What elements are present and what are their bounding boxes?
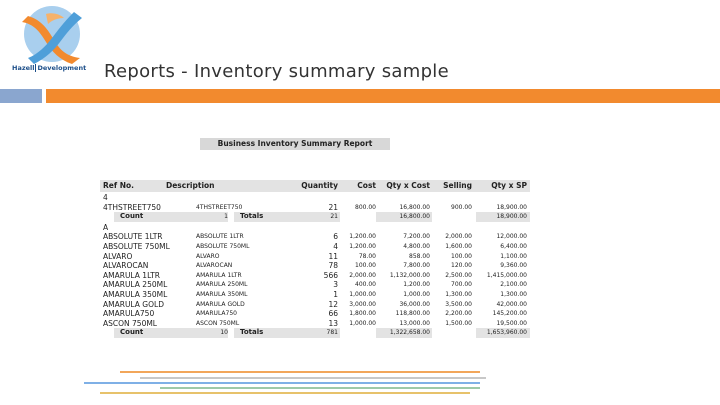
count-value: 10	[220, 329, 228, 337]
cell-qty-x-cost: 118,800.00	[395, 310, 430, 318]
cell-ref: ABSOLUTE 1LTR	[103, 232, 163, 242]
cell-qty-x-sp: 12,000.00	[496, 233, 527, 241]
cell-qty-x-sp: 42,000.00	[496, 300, 527, 308]
cell-description: AMARULA 350ML	[196, 291, 248, 298]
col-header-quantity: Quantity	[301, 181, 338, 190]
cell-cost: 1,200.00	[349, 243, 376, 250]
cell-quantity: 566	[323, 270, 338, 280]
cell-cost: 3,000.00	[349, 300, 376, 308]
total-quantity: 781	[326, 329, 338, 337]
cell-ref: ASCON 750ML	[103, 318, 157, 328]
cell-ref: AMARULA GOLD	[103, 299, 164, 309]
cell-qty-x-sp: 1,415,000.00	[486, 271, 527, 279]
cell-ref: ALVARO	[103, 251, 133, 261]
count-value: 1	[224, 213, 228, 221]
cell-quantity: 1	[333, 290, 338, 299]
logo-caption-left: Hazell	[12, 64, 35, 72]
accent-bar-orange	[46, 89, 720, 103]
cell-description: ABSOLUTE 1LTR	[196, 233, 244, 241]
cell-ref: ALVAROCAN	[103, 261, 149, 271]
cell-description: AMARULA 250ML	[196, 281, 248, 289]
table-row	[100, 203, 530, 213]
cell-description: ALVARO	[196, 252, 220, 260]
decor-line-3	[140, 377, 486, 379]
col-header-qty-x-cost: Qty x Cost	[386, 181, 430, 190]
cell-qty-x-cost: 4,800.00	[403, 243, 430, 250]
decor-line-1	[84, 382, 480, 384]
cell-description: AMARULA GOLD	[196, 300, 245, 308]
col-header-ref: Ref No.	[103, 181, 135, 190]
cell-quantity: 3	[333, 280, 338, 290]
cell-quantity: 12	[328, 299, 338, 309]
group-row	[100, 193, 530, 203]
cell-selling: 3,500.00	[445, 300, 472, 308]
cell-selling: 1,600.00	[445, 243, 472, 250]
table-row	[100, 280, 530, 290]
cell-cost: 800.00	[355, 203, 376, 211]
total-qty-x-cost: 1,322,658.00	[389, 329, 430, 337]
logo-caption	[12, 64, 86, 72]
group-label: 4	[103, 193, 108, 202]
cell-qty-x-sp: 9,360.00	[500, 262, 527, 270]
cell-cost: 78.00	[358, 252, 376, 260]
table-row	[100, 319, 530, 329]
cell-quantity: 4	[333, 242, 338, 251]
col-header-description: Description	[166, 181, 215, 190]
cell-description: ALVAROCAN	[196, 262, 233, 270]
col-header-qty-x-sp: Qty x SP	[491, 181, 527, 190]
cell-quantity: 13	[328, 318, 338, 328]
cell-qty-x-sp: 2,100.00	[500, 281, 527, 289]
cell-qty-x-cost: 36,000.00	[399, 300, 430, 308]
cell-cost: 1,800.00	[349, 310, 376, 318]
table-row	[100, 271, 530, 281]
cell-cost: 1,200.00	[349, 233, 376, 241]
total-qty-x-cost: 16,800.00	[399, 213, 430, 221]
table-row	[100, 309, 530, 319]
cell-quantity: 66	[328, 309, 338, 319]
table-row	[100, 242, 530, 252]
total-qty-x-sp: 1,653,960.00	[486, 329, 527, 337]
cell-quantity: 21	[328, 202, 338, 212]
cell-qty-x-sp: 1,300.00	[500, 291, 527, 298]
cell-quantity: 11	[328, 251, 338, 261]
cell-qty-x-cost: 13,000.00	[399, 319, 430, 327]
cell-qty-x-sp: 18,900.00	[496, 203, 527, 211]
totals-row	[100, 212, 530, 222]
cell-description: ASCON 750ML	[196, 319, 240, 327]
cell-cost: 2,000.00	[349, 271, 376, 279]
table-row	[100, 290, 530, 300]
cell-description: ABSOLUTE 750ML	[196, 243, 250, 250]
cell-qty-x-cost: 16,800.00	[399, 203, 430, 211]
table-row	[100, 300, 530, 310]
group-label: A	[103, 222, 109, 232]
cell-qty-x-sp: 19,500.00	[496, 319, 527, 327]
decor-line-2	[120, 371, 480, 373]
inventory-report	[100, 136, 530, 366]
cell-selling: 1,300.00	[445, 291, 472, 298]
cell-description: AMARULA 1LTR	[196, 271, 242, 279]
cell-ref: 4THSTREET750	[103, 202, 161, 212]
total-quantity: 21	[330, 213, 338, 221]
cell-ref: AMARULA750	[103, 309, 155, 319]
cell-description: 4THSTREET750	[196, 203, 243, 211]
decor-line-4	[160, 387, 480, 389]
cell-qty-x-cost: 858.00	[409, 252, 430, 260]
count-label: Count	[120, 328, 144, 337]
cell-qty-x-sp: 6,400.00	[500, 243, 527, 250]
cell-cost: 1,000.00	[349, 319, 376, 327]
cell-quantity: 6	[333, 232, 338, 242]
slide-title: Reports - Inventory summary sample	[104, 61, 449, 82]
cell-qty-x-cost: 1,200.00	[403, 281, 430, 289]
cell-qty-x-sp: 1,100.00	[500, 252, 527, 260]
cell-description: AMARULA750	[196, 310, 237, 318]
col-header-cost: Cost	[357, 181, 376, 190]
cell-qty-x-cost: 1,000.00	[403, 291, 430, 298]
cell-selling: 700.00	[451, 281, 472, 289]
cell-selling: 120.00	[451, 262, 472, 270]
cell-selling: 2,200.00	[445, 310, 472, 318]
cell-ref: AMARULA 250ML	[103, 280, 168, 290]
cell-cost: 400.00	[355, 281, 376, 289]
col-header-selling: Selling	[443, 181, 472, 190]
cell-selling: 2,000.00	[445, 233, 472, 241]
table-row	[100, 232, 530, 242]
logo-caption-right: Development	[37, 64, 87, 72]
cell-selling: 100.00	[451, 252, 472, 260]
cell-selling: 900.00	[451, 203, 472, 211]
group-row	[100, 223, 530, 233]
cell-selling: 1,500.00	[445, 319, 472, 327]
total-qty-x-sp: 18,900.00	[496, 213, 527, 221]
cell-quantity: 78	[328, 261, 338, 271]
cell-ref: AMARULA 1LTR	[103, 270, 161, 280]
totals-label: Totals	[240, 212, 264, 221]
count-label: Count	[120, 212, 144, 221]
cell-ref: ABSOLUTE 750ML	[103, 242, 170, 251]
accent-bar-blue	[0, 89, 42, 103]
totals-label: Totals	[240, 328, 264, 337]
report-header-row	[100, 180, 530, 192]
report-title: Business Inventory Summary Report	[200, 138, 390, 150]
cell-qty-x-cost: 7,800.00	[403, 262, 430, 270]
cell-qty-x-cost: 7,200.00	[403, 233, 430, 241]
cell-ref: AMARULA 350ML	[103, 290, 168, 299]
cell-selling: 2,500.00	[445, 271, 472, 279]
cell-qty-x-cost: 1,132,000.00	[389, 271, 430, 279]
table-row	[100, 252, 530, 262]
table-row	[100, 261, 530, 271]
cell-qty-x-sp: 145,200.00	[492, 310, 527, 318]
cell-cost: 100.00	[355, 262, 376, 270]
cell-cost: 1,000.00	[349, 291, 376, 298]
totals-row	[100, 328, 530, 338]
decor-line-5	[100, 392, 470, 394]
